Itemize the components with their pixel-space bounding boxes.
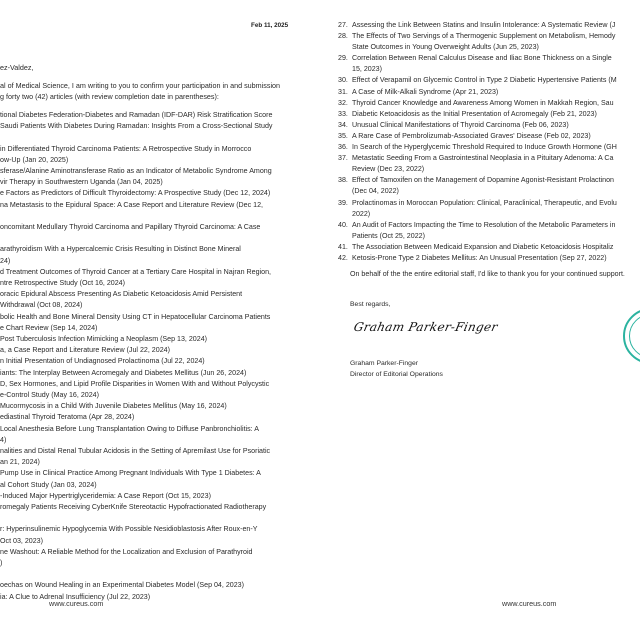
article-title-line: n Initial Presentation of Undiagnosed Prolactinoma (Jul 22, 2024): [0, 357, 205, 366]
article-number: 41.: [338, 242, 348, 251]
article-list-item: [0, 424, 322, 446]
article-list-item: [0, 446, 322, 468]
article-title-line: Metastatic Seeding From a Gastrointestinal Neoplasia in a Pituitary Adenoma: A Ca: [352, 154, 614, 163]
article-list-item: [338, 198, 640, 220]
article-title-line: nalities and Distal Renal Tubular Acidosis in the Setting of Apremilast Use for Psoriatic: [0, 447, 271, 456]
article-list-item: [0, 267, 322, 289]
signer-name: Graham Parker-Finger: [350, 360, 418, 367]
article-list-item: [0, 312, 322, 334]
article-number: 36.: [338, 143, 348, 152]
article-title-line: e Factors as Predictors of Difficult Thyroidectomy: A Prospective Study (Dec 12, 2024): [0, 189, 271, 198]
letter-date: Feb 11, 2025: [251, 22, 289, 29]
article-list-item: [0, 379, 322, 401]
article-number: 33.: [338, 109, 348, 118]
intro-line: g forty two (42) articles (with review completion date in parentheses):: [0, 92, 219, 101]
article-list-item: [0, 289, 322, 311]
article-title-line: D, Sex Hormones, and Lipid Profile Disparities in Women With and Without Polycystic: [0, 379, 270, 388]
article-list-item: [338, 131, 640, 142]
article-title-line: Pump Use in Clinical Practice Among Pregnant Individuals With Type 1 Diabetes: A: [0, 469, 261, 478]
article-list-item: [0, 110, 322, 132]
article-list-right: [338, 20, 640, 264]
article-title-line: The Effects of Two Servings of a Thermogenic Supplement on Metabolism, Hemody: [352, 32, 616, 41]
salutation: ez-Valdez,: [0, 63, 34, 72]
article-list-item: [0, 200, 322, 211]
article-list-item: [0, 188, 322, 199]
article-title-line: an 21, 2024): [0, 458, 40, 467]
article-list-item: [0, 524, 322, 546]
article-title-line: ow-Up (Jan 20, 2025): [0, 155, 69, 164]
article-number: 37.: [338, 154, 348, 163]
article-title-line: na Metastasis to the Epidural Space: A Case Report and Literature Review (Dec 12,: [0, 200, 264, 209]
article-list-item: [0, 345, 322, 356]
article-number: 34.: [338, 120, 348, 129]
article-number: 27.: [338, 21, 348, 29]
article-list-item: [338, 87, 640, 98]
article-title-line: ediastinal Thyroid Teratoma (Apr 28, 2024): [0, 413, 135, 422]
article-title-line: Ketosis-Prone Type 2 Diabetes Mellitus: An Unusual Presentation (Sep 27, 2022): [352, 253, 607, 262]
article-title-line: Saudi Patients With Diabetes During Ramadan: Insights From a Cross-Sectional Study: [0, 122, 273, 131]
article-list-item: [0, 412, 322, 423]
article-title-line: oracic Epidural Abscess Presenting As Diabetic Ketoacidosis Amid Persistent: [0, 290, 243, 299]
article-title-line: Post Tuberculosis Infection Mimicking a Neoplasm (Sep 13, 2024): [0, 335, 207, 344]
article-list-item: [0, 502, 322, 513]
page-gutter: [322, 0, 338, 640]
article-title-line: in Differentiated Thyroid Carcinoma Patients: A Retrospective Study in Morrocco: [0, 144, 252, 153]
article-list-item: [338, 153, 640, 175]
article-title-line: In Search of the Hyperglycemic Threshold Required to Induce Growth Hormone (GH: [352, 143, 617, 152]
article-list-item: [0, 166, 322, 188]
article-title-line: ): [0, 559, 3, 568]
article-title-line: Thyroid Cancer Knowledge and Awareness Among Women in Makkah Region, Sau: [352, 98, 614, 107]
article-title-line: Effect of Verapamil on Glycemic Control in Type 2 Diabetic Hypertensive Patients (M: [352, 76, 617, 85]
article-list-item: [0, 244, 322, 266]
article-list-item: [338, 253, 640, 264]
article-number: 28.: [338, 32, 348, 41]
article-number: 32.: [338, 98, 348, 107]
article-title-line: sferase/Alanine Aminotransferase Ratio as an Indicator of Metabolic Syndrome Among: [0, 167, 272, 175]
article-title-line: romegaly Patients Receiving CyberKnife Stereotactic Hypofractionated Radiotherapy: [0, 503, 267, 512]
article-title-line: Patients (Oct 25, 2022): [352, 231, 425, 240]
footer-website: www.cureus.com: [502, 599, 557, 608]
article-title-line: Local Anesthesia Before Lung Transplantation Owing to Diffuse Panbronchiolitis: A: [0, 424, 259, 433]
article-title-line: arathyroidism With a Hypercalcemic Crisis Resulting in Distinct Bone Mineral: [0, 245, 241, 254]
article-title-line: Oct 03, 2023): [0, 536, 43, 545]
article-title-line: bolic Health and Bone Mineral Density Using CT in Hepatocellular Carcinoma Patients: [0, 312, 271, 321]
article-title-line: Review (Dec 23, 2022): [352, 165, 425, 174]
intro-paragraph: [0, 80, 280, 102]
article-title-line: ia: A Clue to Adrenal Insufficiency (Jul 22, 2023): [0, 592, 151, 601]
article-title-line: A Case of Milk-Alkali Syndrome (Apr 21, 2023): [352, 87, 499, 96]
article-number: 30.: [338, 76, 348, 85]
article-list-item: [0, 222, 322, 233]
article-title-line: 4): [0, 435, 7, 444]
article-title-line: (Dec 04, 2022): [352, 187, 399, 196]
closing-paragraph: On behalf of the the entire editorial staff, I'd like to thank you for your continued support.: [350, 270, 625, 278]
article-title-line: Correlation Between Renal Calculus Disease and Iliac Bone Thickness on a Single: [352, 54, 612, 63]
article-title-line: e-Control Study (May 16, 2024): [0, 391, 99, 400]
article-list-item: [0, 580, 322, 591]
article-list-item: [338, 109, 640, 120]
article-title-line: vir Therapy in Southwestern Uganda (Jan 04, 2025): [0, 178, 163, 187]
article-number: 40.: [338, 220, 348, 229]
article-list-item: [338, 175, 640, 197]
article-title-line: State Outcomes in Young Overweight Adults (Jun 25, 2023): [352, 43, 539, 52]
article-title-line: iants: The Interplay Between Acromegaly and Diabetes Mellitus (Jun 26, 2024): [0, 368, 247, 377]
article-number: 38.: [338, 176, 348, 185]
article-title-line: Withdrawal (Oct 08, 2024): [0, 301, 83, 310]
article-list-item: [338, 142, 640, 153]
article-list-left: [0, 110, 322, 603]
article-list-item: [338, 75, 640, 86]
article-number: 42.: [338, 253, 348, 262]
article-title-line: Diabetic Ketoacidosis as the Initial Presentation of Acromegaly (Feb 21, 2023): [352, 109, 597, 118]
article-title-line: ntre Retrospective Study (Oct 16, 2024): [0, 279, 125, 287]
article-number: 29.: [338, 54, 348, 63]
article-list-item: [0, 356, 322, 367]
article-list-item: [0, 401, 322, 412]
article-list-item: [338, 242, 640, 253]
article-title-line: ne Washout: A Reliable Method for the Localization and Exclusion of Parathyroid: [0, 547, 253, 556]
article-number: 35.: [338, 131, 348, 140]
article-list-item: [0, 334, 322, 345]
article-list-item: [338, 53, 640, 75]
article-list-item: [338, 98, 640, 109]
article-title-line: An Audit of Factors Impacting the Time to Resolution of the Metabolic Parameters in: [352, 220, 616, 229]
article-title-line: Unusual Clinical Manifestations of Thyroid Carcinoma (Feb 06, 2023): [352, 120, 569, 129]
article-title-line: A Rare Case of Pembrolizumab-Associated Graves' Disease (Feb 02, 2023): [352, 131, 591, 140]
article-title-line: al Cohort Study (Jan 03, 2024): [0, 480, 97, 489]
article-list-item: [338, 31, 640, 53]
article-title-line: a, a Case Report and Literature Review (Jul 22, 2024): [0, 346, 170, 355]
article-title-line: Effect of Tamoxifen on the Management of Dopamine Agonist-Resistant Prolactinon: [352, 176, 614, 185]
footer-website: www.cureus.com: [49, 599, 104, 608]
article-list-item: [0, 547, 322, 569]
article-title-line: 2022): [352, 209, 371, 218]
signature-image: Graham Parker-Finger: [352, 320, 500, 334]
article-title-line: -Induced Major Hypertriglyceridemia: A Case Report (Oct 15, 2023): [0, 491, 211, 500]
article-title-line: Assessing the Link Between Statins and Insulin Intolerance: A Systematic Review (J: [352, 21, 616, 29]
article-list-item: [338, 120, 640, 131]
journal-seal-icon: [623, 308, 640, 364]
intro-line: al of Medical Science, I am writing to you to confirm your participation in and submission: [0, 81, 281, 90]
article-list-item: [0, 491, 322, 502]
article-title-line: 24): [0, 256, 11, 265]
article-title-line: oncomitant Medullary Thyroid Carcinoma and Papillary Thyroid Carcinoma: A Case: [0, 223, 261, 231]
article-list-item: [0, 368, 322, 379]
article-list-item: [0, 468, 322, 490]
regards: Best regards,: [350, 301, 391, 308]
article-title-line: tional Diabetes Federation-Diabetes and Ramadan (IDF-DAR) Risk Stratification Score: [0, 111, 273, 119]
article-title-line: Prolactinomas in Moroccan Population: Clinical, Paraclinical, Therapeutic, and Evolu: [352, 198, 617, 207]
article-number: 39.: [338, 198, 348, 207]
article-list-item: [338, 220, 640, 242]
article-list-item: [338, 20, 640, 31]
article-list-item: [0, 144, 322, 166]
letter-page-right: [338, 0, 640, 640]
article-number: 31.: [338, 87, 348, 96]
signer-title: Director of Editorial Operations: [350, 371, 443, 378]
article-title-line: 15, 2023): [352, 65, 382, 74]
article-title-line: d Treatment Outcomes of Thyroid Cancer at a Tertiary Care Hospital in Najran Region,: [0, 267, 271, 276]
article-title-line: Mucormycosis in a Child With Juvenile Diabetes Mellitus (May 16, 2024): [0, 402, 227, 411]
article-title-line: r: Hyperinsulinemic Hypoglycemia With Possible Nesidioblastosis After Roux-en-Y: [0, 525, 258, 534]
article-title-line: e Chart Review (Sep 14, 2024): [0, 323, 98, 332]
article-title-line: The Association Between Medicaid Expansion and Diabetic Ketoacidosis Hospitaliz: [352, 242, 614, 251]
article-title-line: oechas on Wound Healing in an Experimental Diabetes Model (Sep 04, 2023): [0, 581, 244, 590]
